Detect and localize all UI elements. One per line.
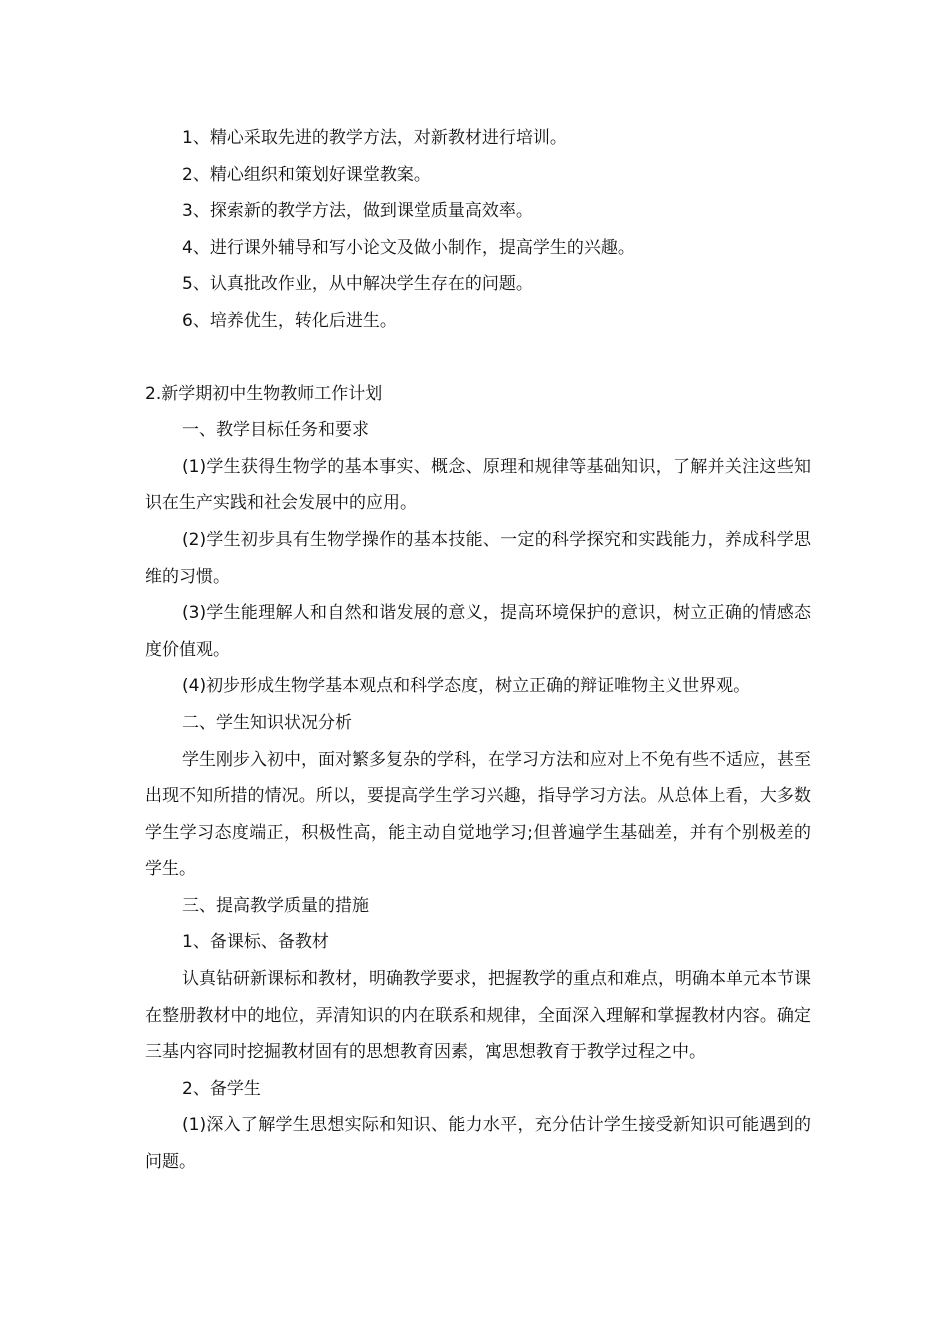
heading-quality-measures: 三、提高教学质量的措施 (182, 895, 369, 916)
spacer (145, 340, 811, 376)
section-title: 2.新学期初中生物教师工作计划 (145, 383, 383, 404)
curriculum-paragraph: 认真钻研新课标和教材，明确教学要求，把握教学的重点和难点，明确本单元本节课在整册教材中的地位，弄清知识的内在联系和规律，全面深入理解和掌握教材内容。确定三基内容同时挖掘教材固有的思想教育因素，寓思想教育于教学过程之中。 (145, 969, 811, 1063)
goal-paragraph-1: (1)学生获得生物学的基本事实、概念、原理和规律等基础知识，了解并关注这些知识在生产实践和社会发展中的应用。 (145, 456, 811, 514)
goal-paragraph-2: (2)学生初步具有生物学操作的基本技能、一定的科学探究和实践能力，养成科学思维的习惯。 (145, 529, 811, 587)
list-item-1: 1、精心采取先进的教学方法，对新教材进行培训。 (182, 128, 567, 148)
goal-paragraph-4: (4)初步形成生物学基本观点和科学态度，树立正确的辩证唯物主义世界观。 (182, 676, 751, 697)
list-item-2: 2、精心组织和策划好课堂教案。 (182, 164, 431, 185)
subheading-curriculum: 1、备课标、备教材 (182, 932, 329, 953)
students-paragraph: (1)深入了解学生思想实际和知识、能力水平，充分估计学生接受新知识可能遇到的问题。 (145, 1115, 811, 1173)
document-body (145, 120, 811, 1181)
analysis-paragraph: 学生刚步入初中，面对繁多复杂的学科，在学习方法和应对上不免有些不适应，甚至出现不知所措的情况。所以，要提高学生学习兴趣，指导学习方法。从总体上看，大多数学生学习态度端正，积极性高，能主动自觉地学习;但普遍学生基础差，并有个别极差的学生。 (145, 749, 811, 880)
heading-teaching-goals: 一、教学目标任务和要求 (182, 420, 369, 441)
list-item-4: 4、进行课外辅导和写小论文及做小制作，提高学生的兴趣。 (182, 237, 635, 258)
subheading-students: 2、备学生 (182, 1078, 261, 1099)
goal-paragraph-3: (3)学生能理解人和自然和谐发展的意义，提高环境保护的意识，树立正确的情感态度价值观。 (145, 603, 811, 660)
list-item-6: 6、培养优生，转化后进生。 (182, 310, 397, 331)
list-item-5: 5、认真批改作业，从中解决学生存在的问题。 (182, 274, 533, 295)
heading-student-analysis: 二、学生知识状况分析 (182, 712, 352, 733)
list-item-3: 3、探索新的教学方法，做到课堂质量高效率。 (182, 201, 533, 222)
